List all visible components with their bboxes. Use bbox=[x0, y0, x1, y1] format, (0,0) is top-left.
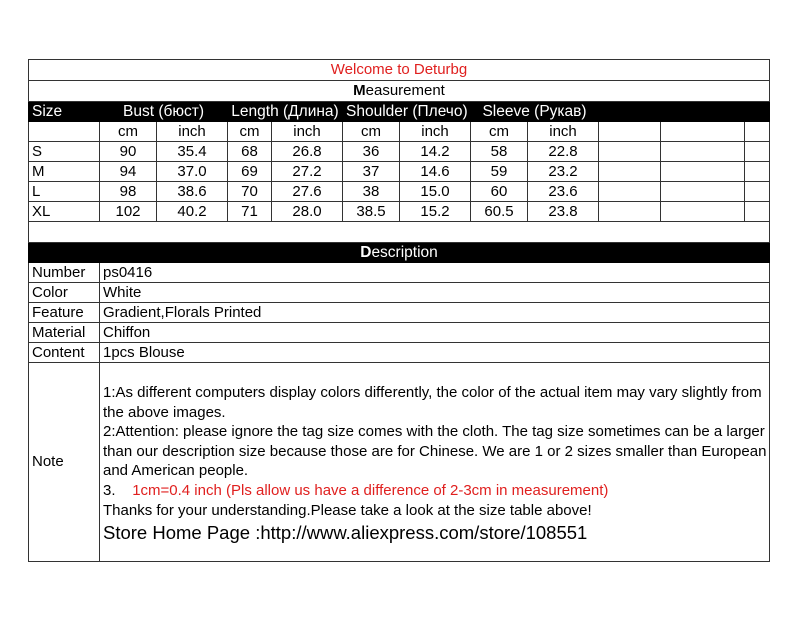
description-row bbox=[29, 343, 770, 363]
value-cell: 23.6 bbox=[528, 182, 599, 202]
value-cell: 59 bbox=[471, 162, 528, 182]
measurement-rest: easurement bbox=[365, 82, 445, 99]
value-cell: 102 bbox=[100, 202, 157, 222]
unit-cell: inch bbox=[400, 122, 471, 142]
description-row bbox=[29, 263, 770, 283]
description-label: Color bbox=[29, 283, 100, 303]
welcome-title: Welcome to Deturbg bbox=[29, 60, 770, 81]
value-cell: 94 bbox=[100, 162, 157, 182]
value-cell: 38.6 bbox=[157, 182, 228, 202]
value-cell: 23.2 bbox=[528, 162, 599, 182]
description-row bbox=[29, 283, 770, 303]
unit-cell: cm bbox=[343, 122, 400, 142]
value-cell: 90 bbox=[100, 142, 157, 162]
unit-cell: cm bbox=[228, 122, 272, 142]
value-cell: 98 bbox=[100, 182, 157, 202]
unit-row bbox=[29, 122, 770, 142]
value-cell: 37.0 bbox=[157, 162, 228, 182]
note-line-3 bbox=[103, 481, 769, 501]
measurement-heading bbox=[29, 81, 770, 102]
size-label: L bbox=[29, 182, 100, 202]
description-label: Number bbox=[29, 263, 100, 283]
value-cell: 70 bbox=[228, 182, 272, 202]
size-table-header bbox=[29, 102, 770, 122]
table-row bbox=[29, 142, 770, 162]
description-value: White bbox=[100, 283, 770, 303]
note-line-3-prefix: 3. bbox=[103, 481, 116, 499]
description-row bbox=[29, 303, 770, 323]
description-header bbox=[29, 243, 770, 263]
value-cell: 14.6 bbox=[400, 162, 471, 182]
measurement-tolerance-note: 1cm=0.4 inch (Pls allow us have a difference of 2-3cm in measurement) bbox=[132, 481, 609, 499]
value-cell: 58 bbox=[471, 142, 528, 162]
description-value: Chiffon bbox=[100, 323, 770, 343]
col-sleeve: Sleeve (Рукав) bbox=[471, 102, 599, 122]
measurement-initial: M bbox=[353, 82, 366, 99]
description-rest: escription bbox=[371, 243, 438, 261]
description-value: 1pcs Blouse bbox=[100, 343, 770, 363]
unit-cell: inch bbox=[157, 122, 228, 142]
value-cell: 28.0 bbox=[272, 202, 343, 222]
value-cell: 38 bbox=[343, 182, 400, 202]
value-cell: 68 bbox=[228, 142, 272, 162]
value-cell: 37 bbox=[343, 162, 400, 182]
description-label: Content bbox=[29, 343, 100, 363]
note-row bbox=[29, 363, 770, 562]
size-label: M bbox=[29, 162, 100, 182]
description-row bbox=[29, 323, 770, 343]
description-label: Material bbox=[29, 323, 100, 343]
value-cell: 14.2 bbox=[400, 142, 471, 162]
value-cell: 40.2 bbox=[157, 202, 228, 222]
value-cell: 60.5 bbox=[471, 202, 528, 222]
table-row bbox=[29, 182, 770, 202]
note-body bbox=[100, 363, 770, 562]
note-label: Note bbox=[29, 363, 100, 562]
description-label: Feature bbox=[29, 303, 100, 323]
col-size: Size bbox=[29, 102, 100, 122]
value-cell: 15.0 bbox=[400, 182, 471, 202]
value-cell: 36 bbox=[343, 142, 400, 162]
value-cell: 35.4 bbox=[157, 142, 228, 162]
value-cell: 60 bbox=[471, 182, 528, 202]
description-initial: D bbox=[360, 243, 372, 261]
value-cell: 23.8 bbox=[528, 202, 599, 222]
value-cell: 22.8 bbox=[528, 142, 599, 162]
store-home-page-link[interactable]: Store Home Page :http://www.aliexpress.com/store/108551 bbox=[103, 522, 588, 544]
value-cell: 71 bbox=[228, 202, 272, 222]
description-value: Gradient,Florals Printed bbox=[100, 303, 770, 323]
unit-cell: inch bbox=[272, 122, 343, 142]
col-length: Length (Длина) bbox=[228, 102, 343, 122]
size-label: XL bbox=[29, 202, 100, 222]
table-row bbox=[29, 202, 770, 222]
note-line-2: 2:Attention: please ignore the tag size comes with the cloth. The tag size sometimes can be a larger than our description size because those are for Chinese. We are 1 or 2 sizes smaller than European and American people. bbox=[103, 423, 767, 480]
note-line-1: 1:As different computers display colors differently, the color of the actual item may vary slightly from the above images. bbox=[103, 384, 762, 421]
value-cell: 69 bbox=[228, 162, 272, 182]
col-shoulder: Shoulder (Плечо) bbox=[343, 102, 471, 122]
unit-cell: cm bbox=[471, 122, 528, 142]
unit-cell: cm bbox=[100, 122, 157, 142]
table-row bbox=[29, 162, 770, 182]
spacer-row bbox=[29, 222, 770, 243]
value-cell: 26.8 bbox=[272, 142, 343, 162]
value-cell: 27.2 bbox=[272, 162, 343, 182]
note-line-4: Thanks for your understanding.Please take a look at the size table above! bbox=[103, 501, 592, 519]
value-cell: 38.5 bbox=[343, 202, 400, 222]
col-bust: Bust (бюст) bbox=[100, 102, 228, 122]
size-chart-table bbox=[28, 59, 770, 562]
size-label: S bbox=[29, 142, 100, 162]
description-heading bbox=[29, 243, 770, 263]
unit-cell: inch bbox=[528, 122, 599, 142]
description-value: ps0416 bbox=[100, 263, 770, 283]
size-chart-sheet bbox=[28, 59, 769, 562]
value-cell: 27.6 bbox=[272, 182, 343, 202]
value-cell: 15.2 bbox=[400, 202, 471, 222]
